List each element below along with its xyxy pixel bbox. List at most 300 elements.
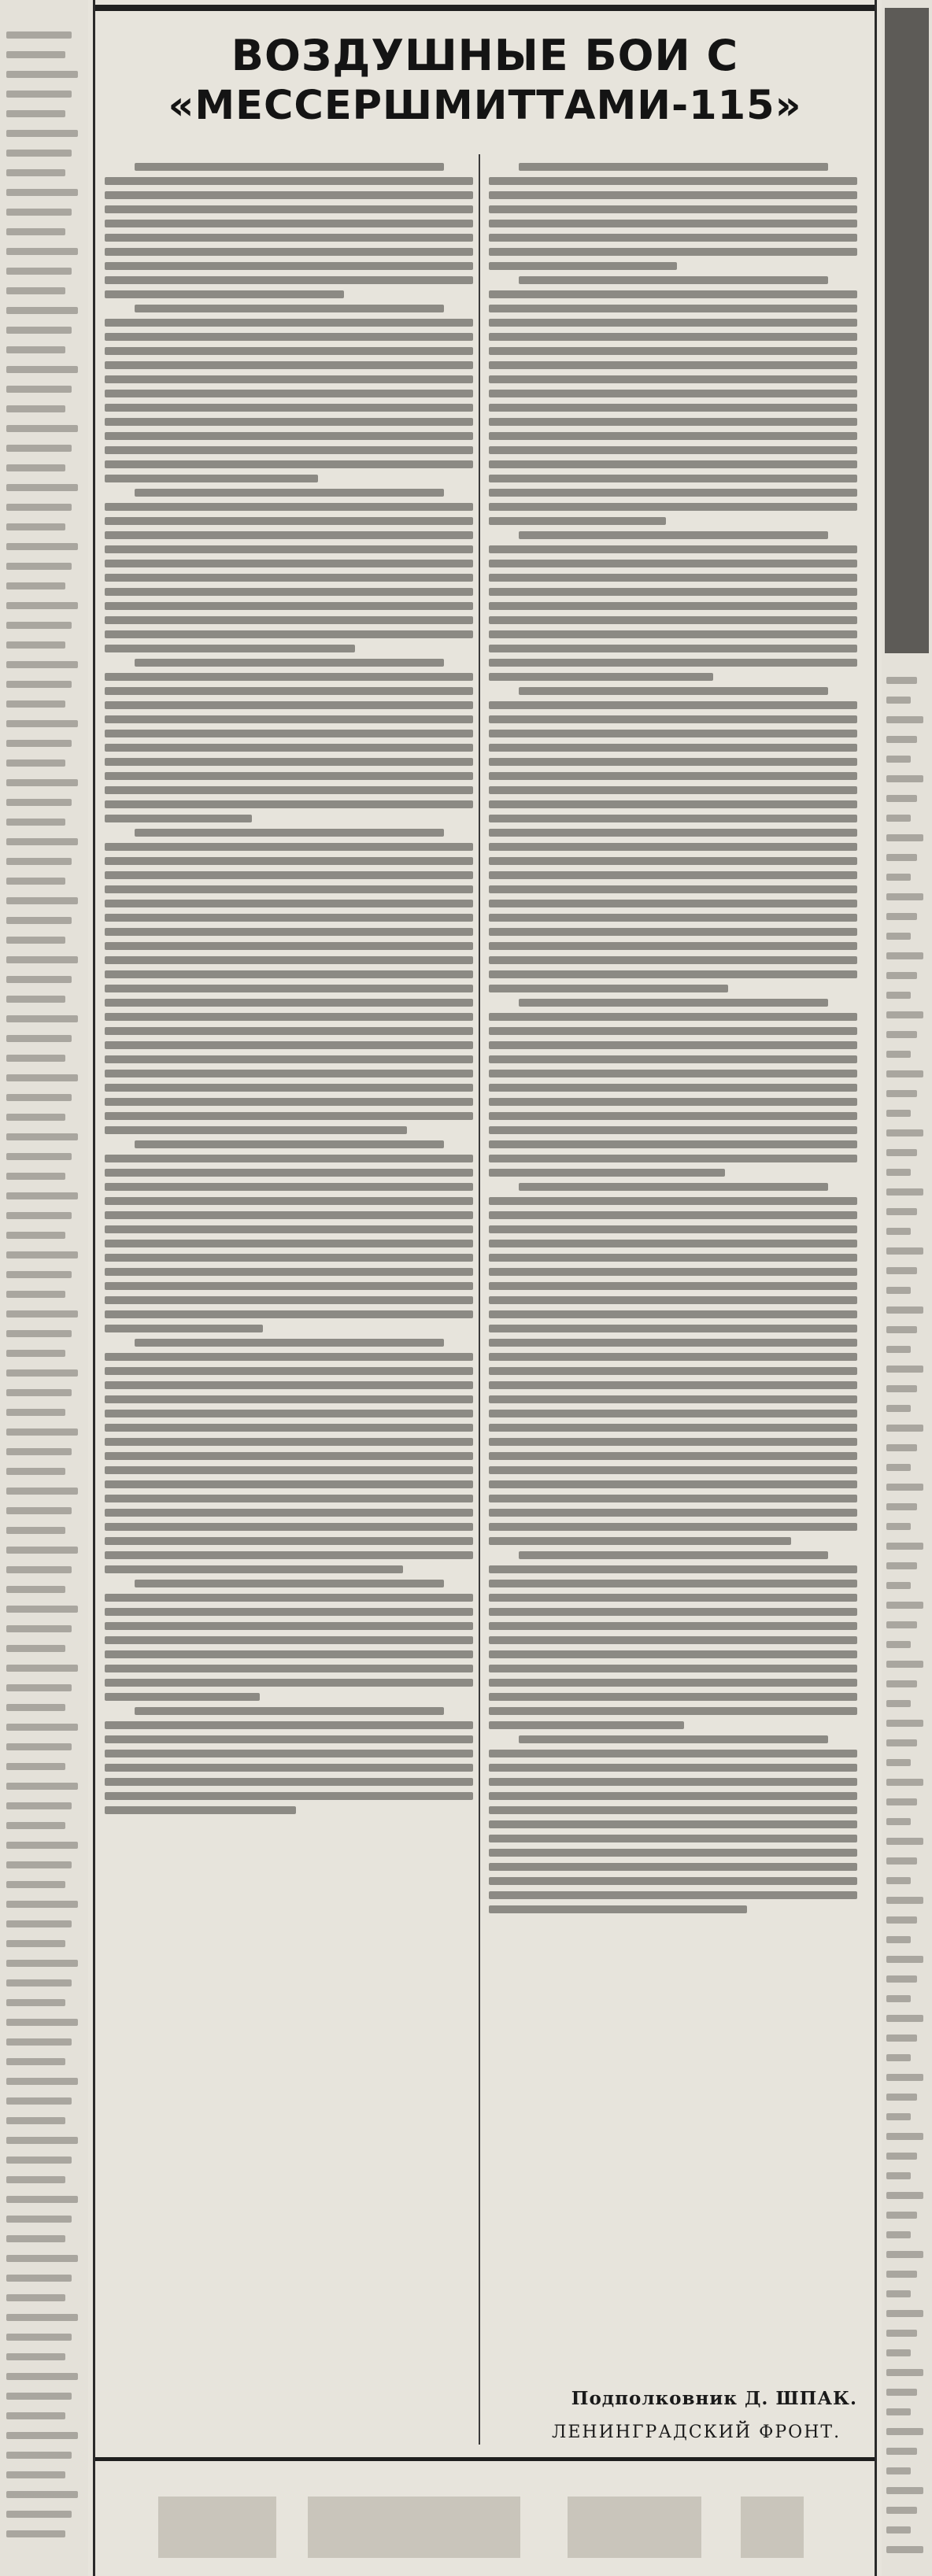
neighbour-text-line <box>886 2153 917 2160</box>
neighbour-text-line <box>886 2212 917 2219</box>
text-line <box>489 1665 857 1672</box>
text-line <box>489 1905 747 1913</box>
neighbour-text-line <box>6 1350 65 1357</box>
neighbour-text-line <box>6 1881 65 1888</box>
neighbour-text-line <box>6 1665 78 1672</box>
neighbour-text-line <box>6 937 65 944</box>
article-paragraph <box>105 305 473 482</box>
text-line <box>489 1310 857 1318</box>
text-line <box>489 1296 857 1304</box>
neighbour-text-line <box>6 1251 78 1258</box>
text-line <box>105 1466 473 1474</box>
text-line <box>105 1367 473 1375</box>
text-line <box>489 361 857 369</box>
text-line <box>489 1537 791 1545</box>
text-line <box>105 1268 473 1276</box>
text-line <box>105 248 473 256</box>
text-line <box>105 885 473 893</box>
article-paragraph <box>489 1551 857 1729</box>
neighbour-text-line <box>6 878 65 885</box>
neighbour-text-line <box>886 1267 917 1274</box>
neighbour-text-line <box>6 1153 72 1160</box>
neighbour-text-line <box>6 1114 65 1121</box>
text-line <box>105 687 473 695</box>
text-line <box>489 1211 857 1219</box>
text-line <box>489 1849 857 1857</box>
neighbour-text-line <box>886 2035 917 2042</box>
neighbour-text-line <box>886 1090 917 1097</box>
neighbour-text-line <box>6 2235 65 2242</box>
neighbour-text-line <box>886 2546 923 2553</box>
text-line <box>105 602 473 610</box>
text-line <box>489 404 857 412</box>
neighbour-text-line <box>886 952 923 959</box>
neighbour-text-line <box>6 366 78 373</box>
text-line <box>105 475 318 482</box>
neighbour-text-line <box>886 972 917 979</box>
neighbour-text-line <box>6 1763 65 1770</box>
neighbour-text-line <box>6 484 78 491</box>
text-line <box>489 1410 857 1417</box>
neighbour-text-line <box>886 2428 923 2435</box>
text-line <box>489 1225 857 1233</box>
text-line <box>519 999 828 1007</box>
neighbour-text-line <box>886 1995 911 2002</box>
neighbour-text-line <box>886 756 911 763</box>
text-line <box>489 1155 857 1162</box>
neighbour-text-line <box>6 1743 72 1750</box>
article-paragraph <box>489 687 857 992</box>
text-line <box>105 1452 473 1460</box>
neighbour-text-line <box>886 1326 917 1333</box>
neighbour-text-line <box>6 150 72 157</box>
text-line <box>105 347 473 355</box>
text-line <box>135 1707 444 1715</box>
article-paragraph <box>105 1339 473 1573</box>
text-line <box>489 390 857 397</box>
neighbour-text-line <box>886 2310 923 2317</box>
neighbour-text-line <box>6 2157 72 2164</box>
neighbour-text-line <box>886 677 917 684</box>
neighbour-text-line <box>886 1385 917 1392</box>
neighbour-text-line <box>886 893 923 900</box>
neighbour-text-line <box>886 815 911 822</box>
neighbour-text-line <box>6 2432 78 2439</box>
neighbour-text-line <box>6 1822 65 1829</box>
text-line <box>489 928 857 936</box>
neighbour-text-line <box>886 2074 923 2081</box>
text-line <box>519 1183 828 1191</box>
neighbour-text-line <box>6 2216 72 2223</box>
text-line <box>105 404 473 412</box>
neighbour-text-line <box>6 71 78 78</box>
text-line <box>105 1622 473 1630</box>
text-line <box>105 758 473 766</box>
neighbour-text-line <box>6 1212 72 1219</box>
neighbour-text-line <box>6 1074 78 1081</box>
neighbour-text-line <box>6 2058 65 2065</box>
text-line <box>105 1410 473 1417</box>
text-line <box>489 305 857 312</box>
neighbour-text-line <box>6 2353 65 2360</box>
neighbour-text-line <box>6 1920 72 1927</box>
neighbour-text-line <box>886 1798 917 1805</box>
neighbour-text-line <box>6 858 72 865</box>
text-line <box>489 1438 857 1446</box>
text-line <box>489 843 857 851</box>
neighbour-text-line <box>886 2054 911 2061</box>
neighbour-text-line <box>6 641 65 649</box>
text-line <box>105 1594 473 1602</box>
neighbour-text-line <box>6 1586 65 1593</box>
neighbour-text-line <box>6 2117 65 2124</box>
neighbour-text-line <box>6 1842 78 1849</box>
neighbour-text-line <box>6 976 72 983</box>
neighbour-text-line <box>6 130 78 137</box>
neighbour-text-line <box>886 1523 911 1530</box>
text-line <box>105 531 473 539</box>
text-line <box>105 914 473 922</box>
neighbour-text-line <box>886 1110 911 1117</box>
text-line <box>489 1877 857 1885</box>
neighbour-text-line <box>886 2192 923 2199</box>
neighbour-text-line <box>6 1015 78 1022</box>
text-line <box>105 843 473 851</box>
neighbour-text-line <box>886 2467 911 2474</box>
neighbour-text-line <box>6 2452 72 2459</box>
text-line <box>489 772 857 780</box>
neighbour-text-line <box>6 1389 72 1396</box>
text-line <box>489 1707 857 1715</box>
neighbour-text-line <box>886 933 911 940</box>
text-line <box>105 1098 473 1106</box>
article-paragraph <box>489 1735 857 1913</box>
text-line <box>105 1806 296 1814</box>
text-line <box>105 1480 473 1488</box>
text-line <box>519 163 828 171</box>
neighbour-text-line <box>6 2471 65 2478</box>
text-line <box>489 290 857 298</box>
neighbour-text-line <box>6 1428 78 1436</box>
neighbour-text-line <box>6 1133 78 1140</box>
neighbour-text-line <box>6 1960 78 1967</box>
neighbour-text-line <box>6 51 65 58</box>
neighbour-text-line <box>6 1192 78 1199</box>
text-line <box>105 616 473 624</box>
neighbour-text-line <box>886 1838 923 1845</box>
neighbour-text-line <box>6 2196 78 2203</box>
text-line <box>105 1211 473 1219</box>
neighbour-text-line <box>886 1503 917 1510</box>
neighbour-text-line <box>6 110 65 117</box>
text-line <box>105 1565 403 1573</box>
neighbour-text-line <box>6 1645 65 1652</box>
neighbour-text-line <box>6 1704 65 1711</box>
text-line <box>489 588 857 596</box>
neighbour-text-line <box>886 2015 923 2022</box>
text-line <box>105 985 473 992</box>
text-line <box>105 545 473 553</box>
neighbour-text-line <box>886 1169 911 1176</box>
text-line <box>105 1551 473 1559</box>
text-line <box>105 1055 473 1063</box>
text-line <box>105 673 473 681</box>
text-line <box>489 616 857 624</box>
neighbour-text-line <box>6 897 78 904</box>
text-line <box>489 1480 857 1488</box>
neighbour-text-line <box>6 779 78 786</box>
neighbour-text-line <box>886 1562 917 1569</box>
text-line <box>105 1240 473 1247</box>
text-line <box>489 1452 857 1460</box>
neighbour-text-line <box>886 1366 923 1373</box>
text-line <box>105 446 473 454</box>
text-line <box>489 262 677 270</box>
neighbour-text-line <box>6 523 65 530</box>
article <box>93 0 877 2576</box>
text-line <box>489 1268 857 1276</box>
text-line <box>489 800 857 808</box>
text-line <box>489 1650 857 1658</box>
text-line <box>489 885 857 893</box>
neighbour-text-line <box>886 1346 911 1353</box>
neighbour-text-line <box>886 1936 911 1943</box>
text-line <box>489 1112 857 1120</box>
neighbour-text-line <box>6 1173 65 1180</box>
text-line <box>489 1509 857 1517</box>
neighbour-text-line <box>6 1527 65 1534</box>
text-line <box>489 177 857 185</box>
text-line <box>489 489 857 497</box>
text-line <box>519 531 828 539</box>
text-line <box>105 1084 473 1092</box>
text-line <box>105 942 473 950</box>
neighbour-text-line <box>6 169 65 176</box>
neighbour-text-line <box>886 1661 923 1668</box>
text-line <box>489 319 857 327</box>
text-line <box>489 1282 857 1290</box>
neighbour-text-line <box>6 2019 78 2026</box>
text-line <box>105 319 473 327</box>
text-line <box>105 1523 473 1531</box>
text-line <box>489 333 857 341</box>
neighbour-text-line <box>6 2491 78 2498</box>
neighbour-text-line <box>6 189 78 196</box>
neighbour-text-line <box>6 1724 78 1731</box>
text-line <box>105 333 473 341</box>
text-line <box>489 503 857 511</box>
text-line <box>489 1580 857 1587</box>
text-line <box>105 1395 473 1403</box>
text-line <box>489 1806 857 1814</box>
text-line <box>489 205 857 213</box>
neighbour-text-line <box>6 1055 65 1062</box>
text-line <box>105 1183 473 1191</box>
headline <box>95 31 875 130</box>
neighbour-text-line <box>886 2487 923 2494</box>
neighbour-text-line <box>6 228 65 235</box>
neighbour-text-line <box>6 1035 72 1042</box>
neighbour-text-line <box>886 2094 917 2101</box>
text-line <box>105 1013 473 1021</box>
neighbour-text-line <box>886 1129 923 1136</box>
article-paragraph <box>489 531 857 681</box>
text-line <box>105 744 473 752</box>
text-line <box>489 347 857 355</box>
article-column-left <box>105 157 473 1820</box>
neighbour-text-line <box>6 956 78 963</box>
text-line <box>489 248 857 256</box>
neighbour-text-line <box>6 1783 78 1790</box>
text-line <box>105 1155 473 1162</box>
text-line <box>489 1679 857 1687</box>
neighbour-text-line <box>6 2097 72 2105</box>
neighbour-text-line <box>6 799 72 806</box>
neighbour-text-line <box>886 1149 917 1156</box>
neighbour-text-line <box>886 1739 917 1746</box>
text-line <box>105 1197 473 1205</box>
neighbour-text-line <box>886 716 923 723</box>
text-line <box>489 1424 857 1432</box>
neighbour-text-line <box>886 2369 923 2376</box>
neighbour-text-line <box>6 2255 78 2262</box>
neighbour-text-line <box>6 386 72 393</box>
neighbour-text-line <box>6 1684 72 1691</box>
neighbour-text-line <box>886 1916 917 1924</box>
article-paragraph <box>105 1707 473 1814</box>
neighbour-text-line <box>6 1606 78 1613</box>
text-line <box>105 871 473 879</box>
article-paragraph <box>105 1580 473 1701</box>
text-line <box>489 1778 857 1786</box>
neighbour-text-line <box>6 425 78 432</box>
neighbour-text-line <box>886 1700 911 1707</box>
text-line <box>489 1622 857 1630</box>
text-line <box>105 1608 473 1616</box>
headline-line-1: ВОЗДУШНЫЕ БОИ С <box>231 31 739 80</box>
text-line <box>489 432 857 440</box>
text-line <box>105 786 473 794</box>
text-line <box>489 1565 857 1573</box>
text-line <box>105 205 473 213</box>
neighbour-text-line <box>886 2271 917 2278</box>
neighbour-text-line <box>886 1602 923 1609</box>
text-line <box>489 1608 857 1616</box>
text-line <box>105 1778 473 1786</box>
neighbour-text-line <box>886 1975 917 1983</box>
text-line <box>105 1310 473 1318</box>
neighbour-photo <box>885 8 929 653</box>
neighbour-text-line <box>6 268 72 275</box>
neighbour-text-line <box>886 1720 923 1727</box>
text-line <box>489 985 728 992</box>
neighbour-text-line <box>6 1330 72 1337</box>
neighbour-text-line <box>6 602 78 609</box>
text-line <box>105 191 473 199</box>
text-line <box>105 900 473 907</box>
text-line <box>105 1126 407 1134</box>
neighbour-text-line <box>6 1802 72 1809</box>
neighbour-text-line <box>886 913 917 920</box>
neighbour-text-line <box>6 2038 72 2046</box>
neighbour-text-line <box>6 661 78 668</box>
neighbour-text-line <box>6 2275 72 2282</box>
text-line <box>519 1735 828 1743</box>
author-signature: Подполковник Д. ШПАК. <box>571 2388 857 2409</box>
text-line <box>105 1679 473 1687</box>
neighbour-text-line <box>886 1621 917 1628</box>
neighbour-text-line <box>6 2373 78 2380</box>
text-line <box>519 1551 828 1559</box>
text-line <box>105 1225 473 1233</box>
neighbour-text-line <box>886 2507 917 2514</box>
neighbour-text-line <box>6 31 72 39</box>
text-line <box>105 560 473 567</box>
neighbour-text-line <box>886 1543 923 1550</box>
text-line <box>489 744 857 752</box>
neighbour-text-line <box>6 445 72 452</box>
article-paragraph <box>105 489 473 652</box>
neighbour-text-line <box>886 2408 911 2415</box>
neighbour-text-line <box>886 775 923 782</box>
neighbour-text-line <box>886 1405 911 1412</box>
text-line <box>489 970 857 978</box>
text-line <box>489 829 857 837</box>
neighbour-text-line <box>886 1011 923 1018</box>
neighbour-text-line <box>886 1877 911 1884</box>
text-line <box>105 1027 473 1035</box>
text-line <box>105 220 473 227</box>
neighbour-text-line <box>6 1625 72 1632</box>
neighbour-text-line <box>6 1369 78 1377</box>
neighbour-text-line <box>886 834 923 841</box>
text-line <box>489 730 857 737</box>
neighbour-text-line <box>886 1287 911 1294</box>
text-line <box>105 418 473 426</box>
neighbour-text-line <box>6 681 72 688</box>
neighbour-text-line <box>6 1468 65 1475</box>
text-line <box>105 772 473 780</box>
neighbour-text-line <box>886 697 911 704</box>
text-line <box>489 1523 857 1531</box>
text-line <box>489 1339 857 1347</box>
text-line <box>489 701 857 709</box>
text-line <box>105 1693 260 1701</box>
text-line <box>489 1395 857 1403</box>
text-line <box>135 829 444 837</box>
neighbour-text-line <box>6 1310 78 1318</box>
text-line <box>105 1537 473 1545</box>
text-line <box>105 1735 473 1743</box>
text-line <box>489 375 857 383</box>
text-line <box>105 970 473 978</box>
article-paragraph <box>105 1140 473 1332</box>
neighbour-text-line <box>886 1779 923 1786</box>
text-line <box>489 545 857 553</box>
neighbour-text-line <box>6 91 72 98</box>
neighbour-text-line <box>6 2314 78 2321</box>
text-line <box>105 290 344 298</box>
neighbour-text-line <box>886 1051 911 1058</box>
text-line <box>489 560 857 567</box>
neighbour-text-line <box>886 1680 917 1687</box>
neighbour-text-line <box>6 464 65 471</box>
text-line <box>135 305 444 312</box>
article-paragraph <box>489 999 857 1177</box>
text-line <box>135 659 444 667</box>
neighbour-text-line <box>886 1188 923 1196</box>
article-paragraph <box>489 276 857 525</box>
